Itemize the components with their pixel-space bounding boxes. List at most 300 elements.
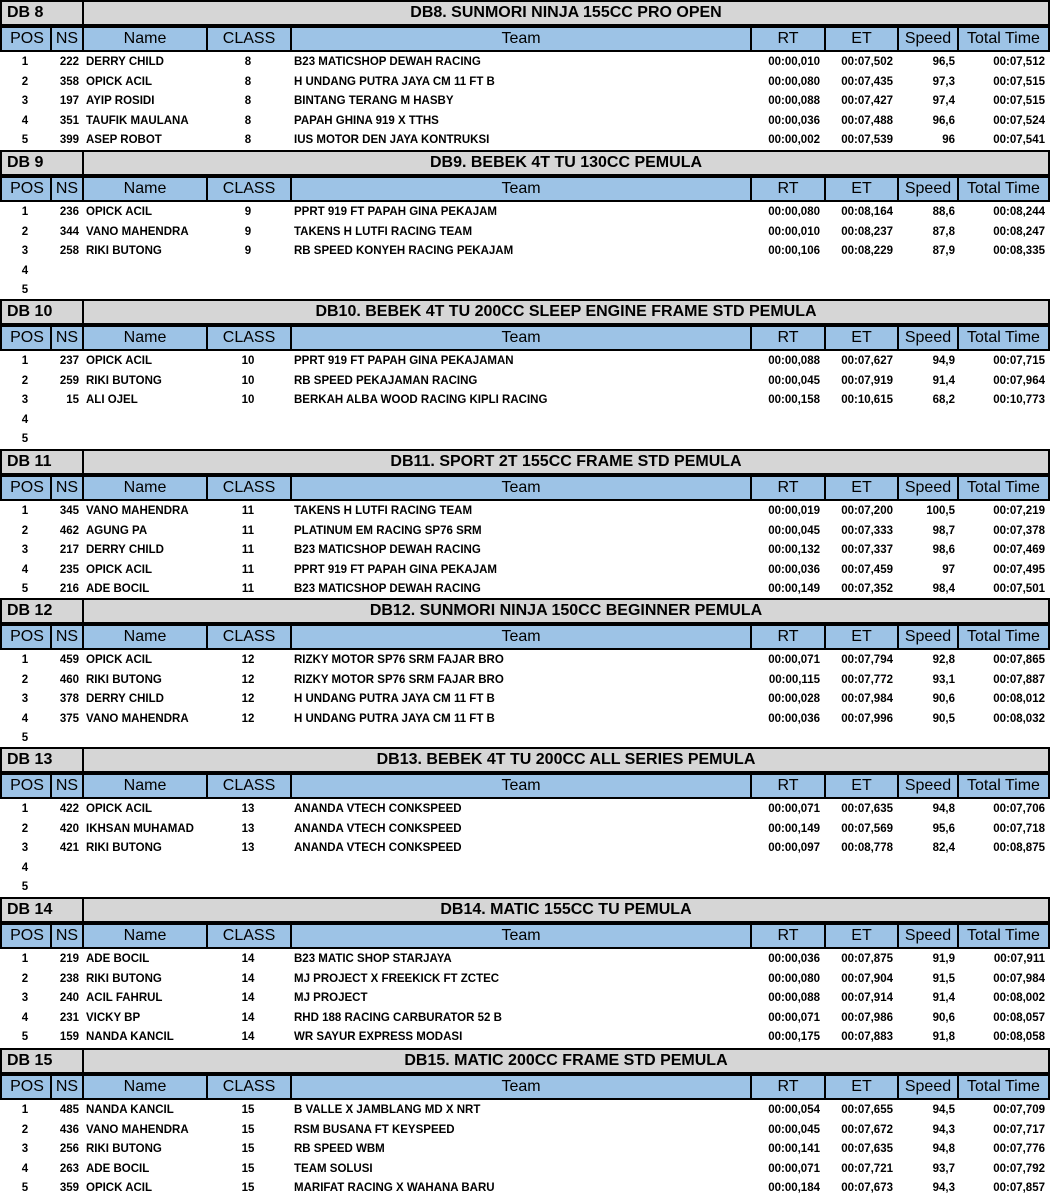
position: 2 [21,822,29,835]
team: PLATINUM EM RACING SP76 SRM [294,524,482,537]
class: 13 [241,803,255,815]
total-time: 00:07,501 [993,583,1045,596]
race-number: 345 [59,505,79,517]
team: RHD 188 RACING CARBURATOR 52 B [294,1011,502,1024]
rider-name: RIKI BUTONG [86,842,162,855]
col-header-class: CLASS [206,624,292,650]
total-time: 00:07,709 [993,1104,1045,1116]
total-time: 00:10,773 [993,394,1045,407]
class: 9 [244,245,252,258]
col-header-pos: POS [0,475,54,501]
team: MJ PROJECT X FREEKICK FT ZCTEC [294,972,500,985]
class: 11 [241,505,255,517]
elapsed-time: 00:07,914 [841,992,893,1005]
col-header-ns: NS [50,325,84,351]
position: 2 [21,1123,29,1136]
position: 2 [21,673,29,686]
position: 4 [21,861,29,874]
col-header-speed: Speed [897,773,959,799]
total-time: 00:07,219 [993,505,1045,517]
position: 4 [21,413,29,426]
speed: 91,4 [932,374,955,387]
rider-name: OPICK ACIL [86,654,153,666]
elapsed-time: 00:08,164 [841,206,893,218]
elapsed-time: 00:07,919 [841,374,893,387]
elapsed-time: 00:07,673 [841,1182,893,1195]
table-row [0,819,1050,839]
speed: 91,9 [932,953,955,965]
class: 14 [241,953,255,965]
total-time: 00:07,857 [993,1182,1045,1195]
race-number: 263 [59,1162,79,1175]
position: 3 [21,245,29,258]
rider-name: OPICK ACIL [86,206,153,218]
position: 1 [21,803,29,815]
reaction-time: 00:00,010 [768,225,820,238]
class: 15 [241,1123,255,1136]
rider-name: AYIP ROSIDI [86,95,155,108]
class: 14 [241,972,255,985]
col-header-team: Team [290,325,752,351]
race-number: 159 [59,1031,79,1044]
elapsed-time: 00:07,721 [841,1162,893,1175]
class: 12 [241,673,255,686]
race-number: 358 [59,75,79,88]
section-label: DB 15 [0,1048,84,1074]
col-header-rt: RT [750,624,826,650]
section-title: DB11. SPORT 2T 155CC FRAME STD PEMULA [82,449,1050,475]
class: 9 [244,206,252,218]
table-row [0,969,1050,989]
total-time: 00:07,776 [993,1143,1045,1156]
col-header-et: ET [824,1074,899,1100]
reaction-time: 00:00,141 [768,1143,820,1156]
race-number: 436 [59,1123,79,1136]
section-title-row [0,1048,1050,1074]
position: 3 [21,842,29,855]
reaction-time: 00:00,149 [768,583,820,596]
position: 4 [21,1162,29,1175]
speed: 94,8 [932,1143,955,1156]
race-number: 485 [59,1104,79,1116]
table-row [0,949,1050,969]
elapsed-time: 00:07,569 [841,822,893,835]
section-title-row [0,598,1050,624]
rider-name: DERRY CHILD [86,56,164,68]
race-number: 359 [59,1182,79,1195]
total-time: 00:08,012 [993,693,1045,706]
rider-name: NANDA KANCIL [86,1104,174,1116]
team: BERKAH ALBA WOOD RACING KIPLI RACING [294,394,548,407]
col-header-team: Team [290,773,752,799]
position: 3 [21,394,29,407]
race-number: 231 [59,1011,79,1024]
elapsed-time: 00:07,883 [841,1031,893,1044]
race-number: 378 [59,693,79,706]
position: 5 [21,881,29,894]
race-number: 422 [59,803,79,815]
table-row [0,670,1050,690]
position: 2 [21,374,29,387]
speed: 94,8 [932,803,955,815]
reaction-time: 00:00,080 [768,206,820,218]
reaction-time: 00:00,071 [768,1011,820,1024]
col-header-name: Name [82,773,208,799]
team: PPRT 919 FT PAPAH GINA PEKAJAMAN [294,355,514,367]
speed: 97,3 [932,75,955,88]
section-title-row [0,897,1050,923]
col-header-pos: POS [0,773,54,799]
elapsed-time: 00:07,984 [841,693,893,706]
speed: 98,7 [932,524,955,537]
race-number: 258 [59,245,79,258]
speed: 93,7 [932,1162,955,1175]
section-title-row [0,0,1050,26]
col-header-class: CLASS [206,26,292,52]
team: ANANDA VTECH CONKSPEED [294,803,462,815]
elapsed-time: 00:07,986 [841,1011,893,1024]
position: 5 [21,134,29,147]
speed: 91,4 [932,992,955,1005]
reaction-time: 00:00,010 [768,56,820,68]
rider-name: VANO MAHENDRA [86,505,189,517]
team: RB SPEED PEKAJAMAN RACING [294,374,478,387]
rider-name: VANO MAHENDRA [86,1123,189,1136]
team: B VALLE X JAMBLANG MD X NRT [294,1104,481,1116]
speed: 97,4 [932,95,955,108]
col-header-speed: Speed [897,176,959,202]
rider-name: OPICK ACIL [86,355,153,367]
position: 4 [21,712,29,725]
col-header-team: Team [290,923,752,949]
team: TAKENS H LUTFI RACING TEAM [294,505,473,517]
col-header-et: ET [824,475,899,501]
table-row [0,1139,1050,1159]
rider-name: NANDA KANCIL [86,1031,174,1044]
total-time: 00:07,964 [993,374,1045,387]
reaction-time: 00:00,071 [768,654,820,666]
rider-name: ADE BOCIL [86,1162,150,1175]
class: 11 [241,524,255,537]
reaction-time: 00:00,028 [768,693,820,706]
speed: 94,3 [932,1182,955,1195]
team: TAKENS H LUTFI RACING TEAM [294,225,473,238]
col-header-name: Name [82,475,208,501]
total-time: 00:07,515 [993,75,1045,88]
reaction-time: 00:00,184 [768,1182,820,1195]
col-header-et: ET [824,624,899,650]
rider-name: VANO MAHENDRA [86,225,189,238]
total-time: 00:08,335 [993,245,1045,258]
col-header-ns: NS [50,624,84,650]
team: RSM BUSANA FT KEYSPEED [294,1123,455,1136]
reaction-time: 00:00,054 [768,1104,820,1116]
total-time: 00:07,792 [993,1162,1045,1175]
position: 3 [21,1143,29,1156]
race-number: 237 [59,355,79,367]
team: PPRT 919 FT PAPAH GINA PEKAJAM [294,206,497,218]
col-header-pos: POS [0,923,54,949]
elapsed-time: 00:07,352 [841,583,893,596]
position: 4 [21,114,29,127]
table-row [0,1178,1050,1198]
col-header-total-time: Total Time [957,475,1050,501]
section-title: DB14. MATIC 155CC TU PEMULA [82,897,1050,923]
col-header-ns: NS [50,176,84,202]
team: MARIFAT RACING X WAHANA BARU [294,1182,495,1195]
table-row [0,858,1050,878]
elapsed-time: 00:07,627 [841,355,893,367]
reaction-time: 00:00,080 [768,972,820,985]
section-label: DB 9 [0,150,84,176]
col-header-name: Name [82,176,208,202]
speed: 88,6 [932,206,955,218]
rider-name: OPICK ACIL [86,563,153,576]
table-row [0,877,1050,897]
total-time: 00:08,247 [993,225,1045,238]
reaction-time: 00:00,045 [768,524,820,537]
speed: 98,6 [932,544,955,557]
elapsed-time: 00:07,502 [841,56,893,68]
elapsed-time: 00:07,635 [841,803,893,815]
position: 5 [21,433,29,446]
section-title: DB15. MATIC 200CC FRAME STD PEMULA [82,1048,1050,1074]
col-header-team: Team [290,624,752,650]
table-row [0,202,1050,222]
class: 13 [241,842,255,855]
total-time: 00:08,032 [993,712,1045,725]
position: 1 [21,654,29,666]
race-number: 238 [59,972,79,985]
speed: 87,9 [932,245,955,258]
speed: 98,4 [932,583,955,596]
col-header-et: ET [824,325,899,351]
team: B23 MATIC SHOP STARJAYA [294,953,452,965]
col-header-class: CLASS [206,923,292,949]
rider-name: DERRY CHILD [86,693,164,706]
section-label: DB 8 [0,0,84,26]
column-header-row [0,176,1050,202]
col-header-class: CLASS [206,475,292,501]
col-header-total-time: Total Time [957,325,1050,351]
class: 15 [241,1182,255,1195]
section-label: DB 14 [0,897,84,923]
total-time: 00:08,875 [993,842,1045,855]
rider-name: TAUFIK MAULANA [86,114,189,127]
table-row [0,1027,1050,1047]
reaction-time: 00:00,175 [768,1031,820,1044]
table-row [0,650,1050,670]
rider-name: RIKI BUTONG [86,673,162,686]
team: PPRT 919 FT PAPAH GINA PEKAJAM [294,563,497,576]
table-row [0,72,1050,92]
reaction-time: 00:00,132 [768,544,820,557]
col-header-name: Name [82,923,208,949]
total-time: 00:07,706 [993,803,1045,815]
table-row [0,280,1050,300]
position: 2 [21,524,29,537]
col-header-speed: Speed [897,325,959,351]
table-row [0,579,1050,599]
col-header-team: Team [290,26,752,52]
table-row [0,709,1050,729]
class: 13 [241,822,255,835]
race-number: 216 [59,583,79,596]
elapsed-time: 00:08,237 [841,225,893,238]
table-row [0,261,1050,281]
rider-name: RIKI BUTONG [86,972,162,985]
reaction-time: 00:00,088 [768,355,820,367]
team: RIZKY MOTOR SP76 SRM FAJAR BRO [294,673,504,686]
total-time: 00:08,058 [993,1031,1045,1044]
team: WR SAYUR EXPRESS MODASI [294,1031,463,1044]
elapsed-time: 00:10,615 [841,394,893,407]
team: ANANDA VTECH CONKSPEED [294,822,462,835]
total-time: 00:07,524 [993,114,1045,127]
reaction-time: 00:00,088 [768,95,820,108]
col-header-pos: POS [0,325,54,351]
column-header-row [0,26,1050,52]
speed: 97 [942,563,955,576]
class: 14 [241,1031,255,1044]
section-title: DB8. SUNMORI NINJA 155CC PRO OPEN [82,0,1050,26]
col-header-rt: RT [750,325,826,351]
reaction-time: 00:00,071 [768,803,820,815]
elapsed-time: 00:08,778 [841,842,893,855]
race-number: 421 [59,842,79,855]
rider-name: RIKI BUTONG [86,1143,162,1156]
total-time: 00:07,378 [993,524,1045,537]
table-row [0,130,1050,150]
reaction-time: 00:00,036 [768,953,820,965]
speed: 68,2 [932,394,955,407]
reaction-time: 00:00,097 [768,842,820,855]
col-header-class: CLASS [206,176,292,202]
reaction-time: 00:00,088 [768,992,820,1005]
elapsed-time: 00:07,672 [841,1123,893,1136]
section-label: DB 12 [0,598,84,624]
section-title: DB13. BEBEK 4T TU 200CC ALL SERIES PEMULA [82,747,1050,773]
class: 8 [244,114,252,127]
elapsed-time: 00:07,200 [841,505,893,517]
table-row [0,1100,1050,1120]
position: 4 [21,563,29,576]
total-time: 00:08,057 [993,1011,1045,1024]
position: 1 [21,355,29,367]
class: 8 [244,56,252,68]
col-header-rt: RT [750,923,826,949]
column-header-row [0,325,1050,351]
table-row [0,429,1050,449]
race-number: 256 [59,1143,79,1156]
speed: 94,3 [932,1123,955,1136]
rider-name: IKHSAN MUHAMAD [86,822,194,835]
col-header-rt: RT [750,176,826,202]
col-header-et: ET [824,26,899,52]
elapsed-time: 00:07,875 [841,953,893,965]
speed: 87,8 [932,225,955,238]
section-label: DB 13 [0,747,84,773]
race-number: 219 [59,953,79,965]
elapsed-time: 00:07,333 [841,524,893,537]
table-row [0,799,1050,819]
elapsed-time: 00:07,635 [841,1143,893,1156]
reaction-time: 00:00,080 [768,75,820,88]
col-header-team: Team [290,475,752,501]
elapsed-time: 00:07,427 [841,95,893,108]
elapsed-time: 00:07,772 [841,673,893,686]
team: B23 MATICSHOP DEWAH RACING [294,56,481,68]
col-header-ns: NS [50,26,84,52]
reaction-time: 00:00,045 [768,1123,820,1136]
section-title-row [0,299,1050,325]
class: 14 [241,992,255,1005]
reaction-time: 00:00,115 [768,673,820,686]
class: 11 [241,563,255,576]
team: MJ PROJECT [294,992,368,1005]
rider-name: OPICK ACIL [86,1182,153,1195]
column-header-row [0,923,1050,949]
table-row [0,689,1050,709]
race-number: 399 [59,134,79,147]
col-header-total-time: Total Time [957,773,1050,799]
total-time: 00:07,541 [993,134,1045,147]
position: 1 [21,56,29,68]
race-number: 259 [59,374,79,387]
table-row [0,1120,1050,1140]
speed: 95,6 [932,822,955,835]
race-number: 351 [59,114,79,127]
elapsed-time: 00:07,459 [841,563,893,576]
class: 12 [241,712,255,725]
col-header-pos: POS [0,624,54,650]
col-header-team: Team [290,176,752,202]
position: 2 [21,972,29,985]
col-header-rt: RT [750,26,826,52]
speed: 90,5 [932,712,955,725]
total-time: 00:07,512 [993,56,1045,68]
position: 2 [21,225,29,238]
col-header-name: Name [82,1074,208,1100]
reaction-time: 00:00,036 [768,563,820,576]
position: 1 [21,953,29,965]
speed: 90,6 [932,693,955,706]
col-header-team: Team [290,1074,752,1100]
col-header-total-time: Total Time [957,1074,1050,1100]
table-row [0,371,1050,391]
elapsed-time: 00:07,435 [841,75,893,88]
class: 12 [241,654,255,666]
table-row [0,390,1050,410]
table-row [0,351,1050,371]
col-header-ns: NS [50,1074,84,1100]
col-header-rt: RT [750,475,826,501]
section-title-row [0,747,1050,773]
rider-name: OPICK ACIL [86,803,153,815]
col-header-et: ET [824,176,899,202]
speed: 82,4 [932,842,955,855]
table-row [0,91,1050,111]
reaction-time: 00:00,071 [768,1162,820,1175]
team: B23 MATICSHOP DEWAH RACING [294,544,481,557]
position: 3 [21,992,29,1005]
class: 11 [241,544,255,557]
section-title: DB10. BEBEK 4T TU 200CC SLEEP ENGINE FRAME STD PEMULA [82,299,1050,325]
col-header-pos: POS [0,1074,54,1100]
table-row [0,560,1050,580]
section-title-row [0,449,1050,475]
table-row [0,540,1050,560]
